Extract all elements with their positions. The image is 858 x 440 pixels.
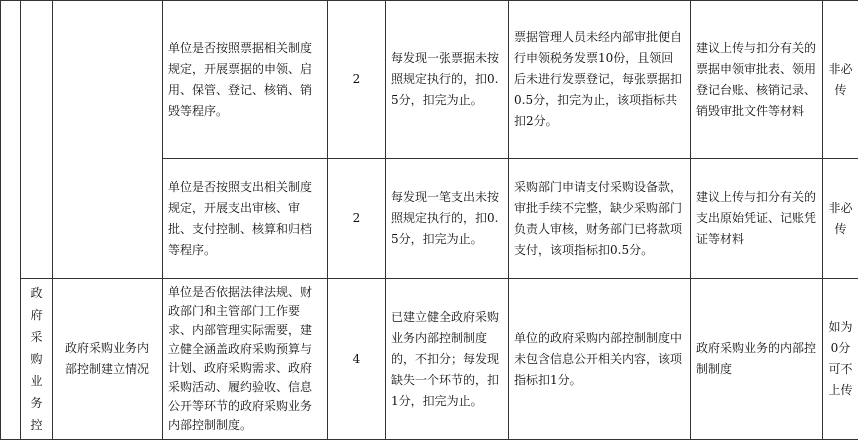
score-cell: 4 bbox=[328, 279, 386, 440]
required-cell: 非必传 bbox=[823, 159, 858, 279]
issue-cell: 采购部门申请支付采购设备款，审批手续不完整，缺少采购部门负责人审核，财务部门已将款项支付，该项指标扣0.5分。 bbox=[509, 159, 691, 279]
subject-cell bbox=[53, 1, 163, 279]
issue-cell: 单位的政府采购内部控制制度中未包含信息公开相关内容，该项指标扣1分。 bbox=[509, 279, 691, 440]
required-cell: 如为0分可不上传 bbox=[823, 279, 858, 440]
table-row bbox=[1, 279, 858, 440]
score-cell: 2 bbox=[328, 1, 386, 159]
outer-spacer-cell bbox=[1, 1, 21, 440]
suggestion-cell: 建议上传与扣分有关的票据申领审批表、领用登记台账、核销记录、销毁审批文件等材料 bbox=[691, 1, 823, 159]
category-cell bbox=[21, 1, 53, 279]
subject-cell: 政府采购业务内部控制建立情况 bbox=[53, 279, 163, 440]
content-cell: 单位是否依据法律法规、财政部门和主管部门工作要求、内部管理实际需要，建立健全涵盖政府采购预算与计划、政府采购需求、政府采购活动、履约验收、信息公开等环节的政府采购业务内部控制制度。 bbox=[163, 279, 328, 440]
criteria-cell: 已建立健全政府采购业务内部控制制度的，不扣分；每发现缺失一个环节的，扣1分，扣完为止。 bbox=[386, 279, 509, 440]
criteria-cell: 每发现一张票据未按照规定执行的，扣0.5分，扣完为止。 bbox=[386, 1, 509, 159]
criteria-cell: 每发现一笔支出未按照规定执行的，扣0.5分，扣完为止。 bbox=[386, 159, 509, 279]
table-row bbox=[1, 1, 858, 159]
issue-cell: 票据管理人员未经内部审批便自行申领税务发票10份，且领回后未进行发票登记，每张票据扣0.5分，扣完为止，该项指标共扣2分。 bbox=[509, 1, 691, 159]
suggestion-cell: 建议上传与扣分有关的支出原始凭证、记账凭证等材料 bbox=[691, 159, 823, 279]
category-cell: 政府采购业务控 bbox=[21, 279, 53, 440]
score-cell: 2 bbox=[328, 159, 386, 279]
content-cell: 单位是否按照支出相关制度规定，开展支出审核、审批、支付控制、核算和归档等程序。 bbox=[163, 159, 328, 279]
content-cell: 单位是否按照票据相关制度规定，开展票据的申领、启用、保管、登记、核销、销毁等程序。 bbox=[163, 1, 328, 159]
required-cell: 非必传 bbox=[823, 1, 858, 159]
suggestion-cell: 政府采购业务的内部控制制度 bbox=[691, 279, 823, 440]
